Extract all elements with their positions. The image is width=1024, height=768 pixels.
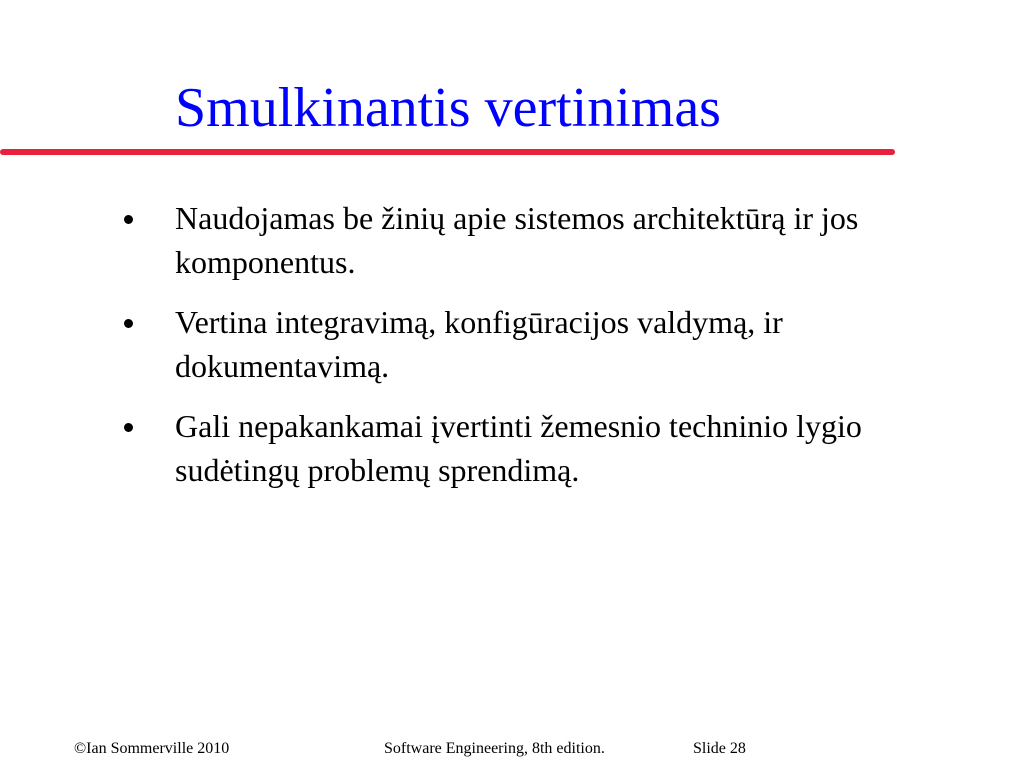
- bullet-dot-icon: [124, 319, 133, 328]
- bullet-item: [120, 300, 990, 388]
- footer-copyright: ©Ian Sommerville 2010: [74, 740, 230, 757]
- bullet-list: [120, 196, 990, 508]
- bullet-dot-icon: [124, 215, 133, 224]
- title-underline: [0, 149, 895, 155]
- bullet-text: Gali nepakankamai įvertinti žemesnio techninio lygio sudėtingų problemų sprendimą.: [175, 408, 862, 488]
- footer-book-title: Software Engineering, 8th edition.: [384, 740, 605, 757]
- footer-slide-number: Slide 28: [693, 740, 746, 757]
- bullet-item: [120, 404, 990, 492]
- bullet-text: Naudojamas be žinių apie sistemos architektūrą ir jos komponentus.: [175, 200, 859, 280]
- bullet-dot-icon: [124, 423, 133, 432]
- bullet-text: Vertina integravimą, konfigūracijos valdymą, ir dokumentavimą.: [175, 304, 783, 384]
- bullet-item: [120, 196, 990, 284]
- slide-title: Smulkinantis vertinimas: [175, 77, 721, 139]
